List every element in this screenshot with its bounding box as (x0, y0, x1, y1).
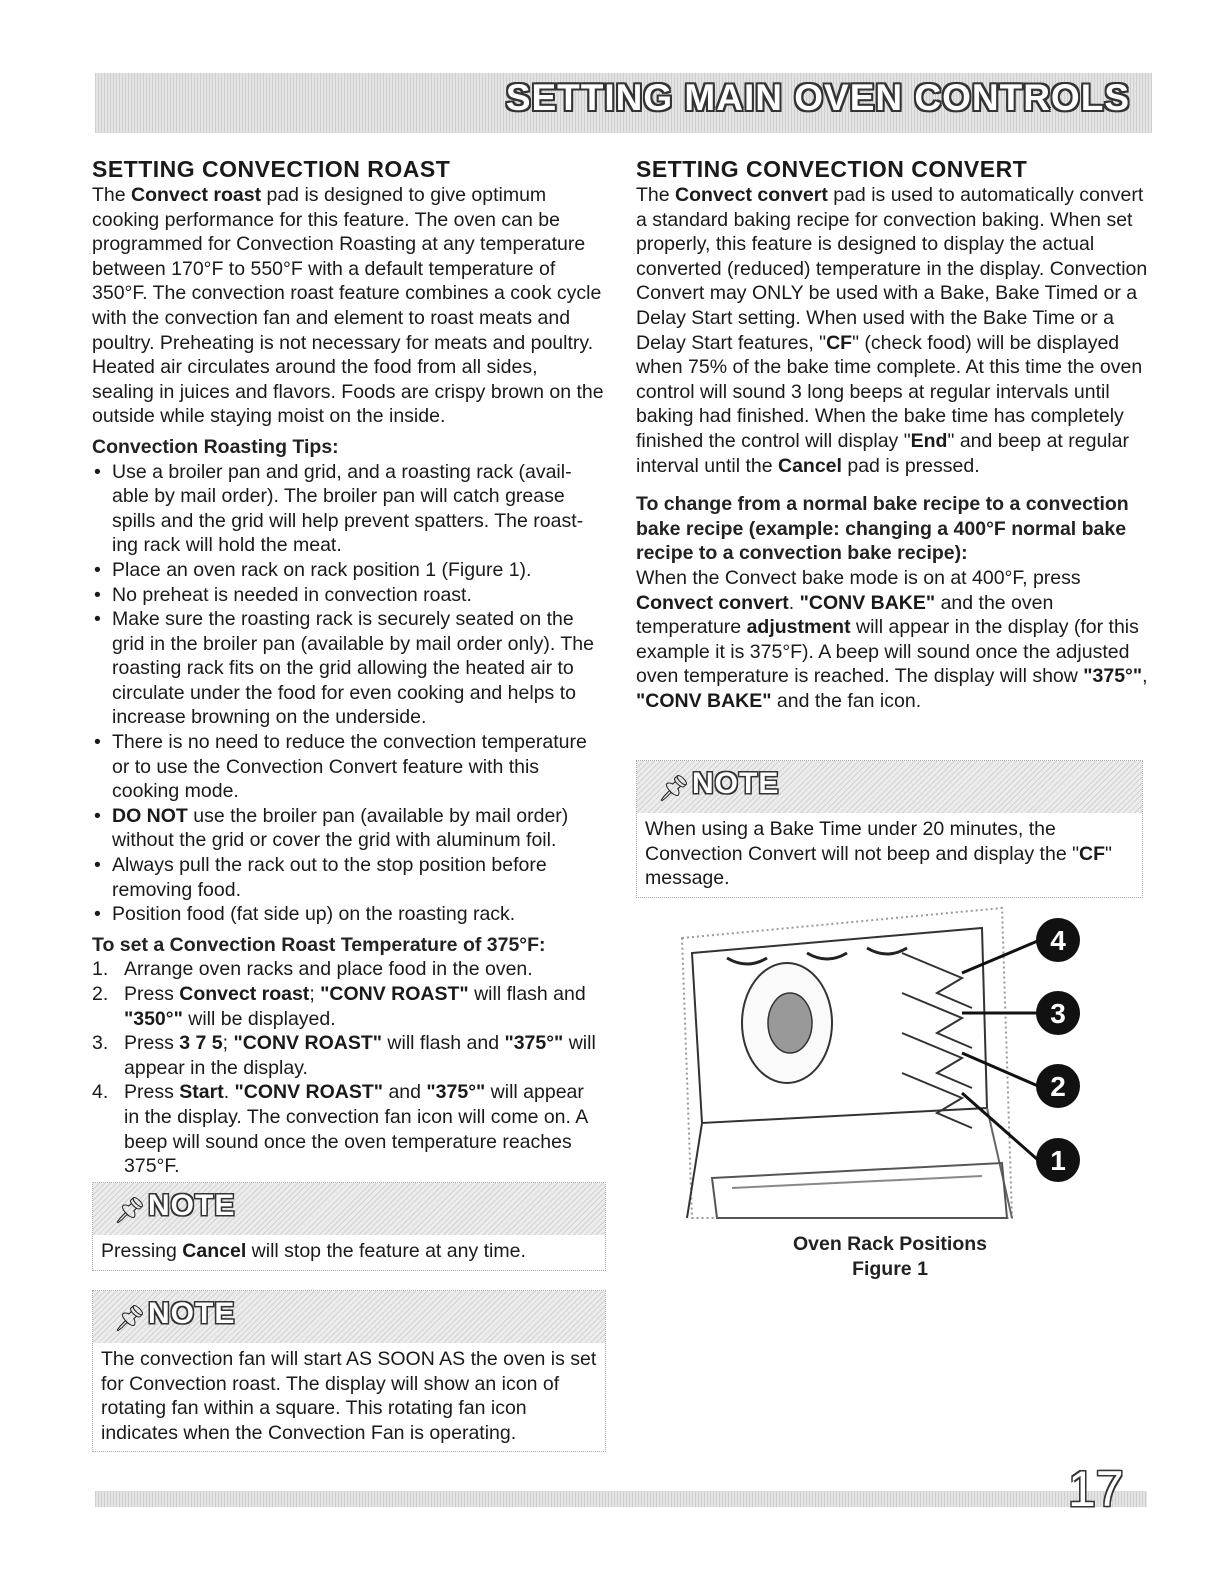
list-item: • Make sure the roasting rack is securely seated on the grid in the broiler pan (available by mail order only). The roasting rack fits on the grid allowing the heated air to circulate under the food for even cooking and helps to increase browning on the underside. (92, 607, 604, 730)
list-item: 2. Press Convect roast; "CONV ROAST" will flash and "350°" will be displayed. (92, 983, 586, 1030)
figure-caption (720, 1232, 1060, 1282)
note-text: Pressing Cancel will stop the feature at any time. (93, 1235, 605, 1270)
right-column (636, 155, 1148, 713)
list-item: • Use a broiler pan and grid, and a roasting rack (avail-able by mail order). The broiler pan will catch grease spills and the grid will help prevent spatters. The roast-ing rack will hold the meat. (92, 460, 604, 558)
rack-callout-1 (1036, 1138, 1080, 1182)
rack-callout-2 (1036, 1064, 1080, 1108)
rack-callout-3 (1036, 991, 1080, 1035)
section-title-convection-convert: SETTING CONVECTION CONVERT (636, 156, 1028, 182)
list-item: • There is no need to reduce the convection temperature or to use the Convection Convert feature with this cooking mode. (92, 730, 604, 804)
list-item: 4. Press Start. "CONV ROAST" and "375°" will appear in the display. The convection fan icon will come on. A beep will sound once the oven temperature reaches 375°F. (92, 1081, 588, 1178)
change-recipe-title: To change from a normal bake recipe to a convection bake recipe (example: changing a 400°F normal bake recipe to a convection bake recipe): (636, 493, 1129, 565)
list-item: 3. Press 3 7 5; "CONV ROAST" will flash and "375°" will appear in the display. (92, 1032, 596, 1079)
steps-title: To set a Convection Roast Temperature of 375°F: (92, 933, 546, 956)
list-item: • Place an oven rack on rack position 1 (Figure 1). (92, 558, 604, 583)
pushpin-icon: 📌︎ (113, 1195, 147, 1225)
figure-label: Figure 1 (852, 1258, 928, 1280)
convection-roast-intro: The Convect roast pad is designed to give optimum cooking performance for this feature. The oven can be programmed for Convection Roasting at any temperature between 170°F to 550°F with a default temperature of 350°F. The convection roast feature combines a cook cycle with the convection fan and element to roast meats and poultry. Preheating is not necessary for meats and poultry. Heated air circulates around the food from all sides, sealing in juices and flavors. Foods are crispy brown on the outside while staying moist on the inside. (92, 184, 604, 428)
pushpin-icon: 📌︎ (657, 773, 691, 803)
fan-cover-icon (742, 963, 832, 1083)
callout-number: 1 (1050, 1145, 1066, 1176)
left-column (92, 155, 604, 1179)
note-box-convection-fan (92, 1290, 606, 1452)
tips-title: Convection Roasting Tips: (92, 435, 339, 458)
note-text: When using a Bake Time under 20 minutes, the Convection Convert will not beep and display the "CF" message. (637, 813, 1142, 897)
list-item: 1. Arrange oven racks and place food in the oven. (92, 958, 533, 981)
note-label: NOTE (148, 1189, 236, 1222)
header-band (95, 73, 1152, 133)
rack-callout-4 (1036, 918, 1080, 962)
page-title: SETTING MAIN OVEN CONTROLS (505, 77, 1130, 118)
oven-rack-positions-illustration (672, 898, 1092, 1228)
rack-guides (902, 953, 972, 1128)
figure-title: Oven Rack Positions (793, 1233, 987, 1255)
note-header (93, 1291, 605, 1343)
note-header (93, 1183, 605, 1235)
list-item: • Always pull the rack out to the stop position before removing food. (92, 853, 604, 902)
page-number: 17 (1068, 1461, 1124, 1517)
tips-list (92, 460, 604, 927)
note-text: The convection fan will start AS SOON AS the oven is set for Convection roast. The display will show an icon of rotating fan within a square. This rotating fan icon indicates when the Convection Fan is operating. (93, 1343, 605, 1451)
note-label: NOTE (692, 767, 780, 800)
callout-number: 3 (1050, 998, 1066, 1029)
pushpin-icon: 📌︎ (113, 1303, 147, 1333)
section-title-convection-roast: SETTING CONVECTION ROAST (92, 156, 451, 182)
list-item: • No preheat is needed in convection roast. (92, 583, 604, 608)
convection-convert-intro: The Convect convert pad is used to automatically convert a standard baking recipe for convection baking. When set properly, this feature is designed to display the actual converted (reduced) temperature in the display. Convection Convert may ONLY be used with a Bake, Bake Timed or a Delay Start setting. When used with the Bake Time or a Delay Start features, "CF" (check food) will be displayed when 75% of the bake time complete. At this time the oven control will sound 3 long beeps at regular intervals until baking had finished. When the bake time has completely finished the control will display "End" and beep at regular interval until the Cancel pad is pressed. (636, 184, 1148, 477)
list-item: • Position food (fat side up) on the roasting rack. (92, 902, 604, 927)
callout-lines (962, 940, 1040, 1160)
footer-band (95, 1491, 1147, 1507)
callout-number: 4 (1050, 925, 1066, 956)
change-recipe-text: When the Convect bake mode is on at 400°F, press Convect convert. "CONV BAKE" and the oven temperature adjustment will appear in the display (for this example it is 375°F). A beep will sound once the adjusted oven temperature is reached. The display will show "375°", "CONV BAKE" and the fan icon. (636, 566, 1148, 712)
note-label: NOTE (148, 1297, 236, 1330)
steps-list (92, 957, 604, 1178)
callout-number: 2 (1050, 1071, 1066, 1102)
list-item: • DO NOT use the broiler pan (available by mail order) without the grid or cover the grid with aluminum foil. (92, 804, 604, 853)
top-elements (727, 948, 907, 964)
note-box-bake-time (636, 760, 1143, 898)
note-box-cancel (92, 1182, 606, 1271)
note-header (637, 761, 1142, 813)
